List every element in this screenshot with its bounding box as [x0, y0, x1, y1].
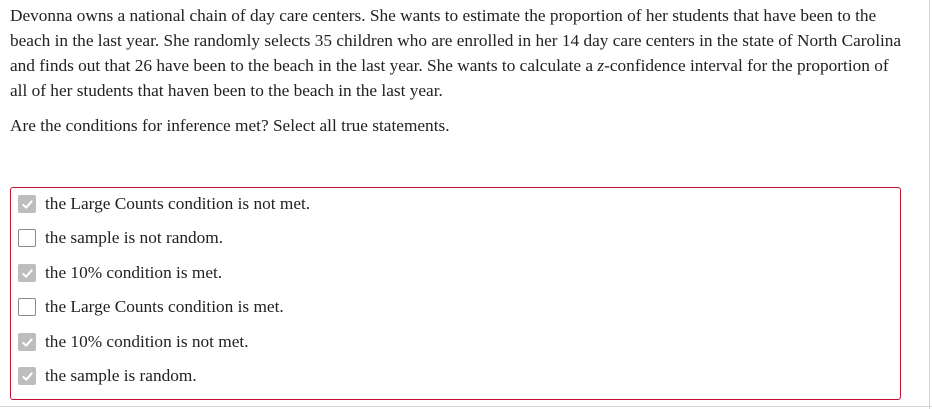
option-sample-not-random[interactable] — [18, 227, 223, 249]
question-part-2: -confidence interval for the proportion of all of her students that haven been to the beach in the last year. — [10, 56, 889, 100]
option-large-counts-not-met[interactable] — [18, 193, 310, 215]
checkmark-icon — [21, 267, 34, 280]
option-checkbox[interactable] — [18, 264, 36, 282]
option-checkbox[interactable] — [18, 195, 36, 213]
option-label: the 10% condition is not met. — [45, 332, 249, 351]
checkmark-icon — [21, 336, 34, 349]
checkmark-icon — [21, 370, 34, 383]
option-checkbox[interactable] — [18, 333, 36, 351]
option-label: the 10% condition is met. — [45, 263, 223, 282]
scroll-edge-divider — [929, 0, 930, 409]
question-part-1: Devonna owns a national chain of day care centers. She wants to estimate the proportion of her students that have been to the beach in the last year. She randomly selects 35 children who are enrolled in her 14 day care centers in the state of North Carolina and finds out that 26 have been to the beach in the last year. She wants to calculate a — [10, 6, 902, 75]
option-ten-percent-not-met[interactable] — [18, 331, 249, 353]
option-label: the Large Counts condition is not met. — [45, 194, 311, 213]
instruction-prompt: Are the conditions for inference met? Select all true statements. — [10, 116, 450, 135]
option-checkbox[interactable] — [18, 367, 36, 385]
option-ten-percent-met[interactable] — [18, 262, 222, 284]
question-text — [10, 3, 910, 103]
option-checkbox[interactable] — [18, 229, 36, 247]
checkmark-icon — [21, 198, 34, 211]
option-label: the sample is random. — [45, 366, 197, 385]
option-large-counts-met[interactable] — [18, 296, 284, 318]
z-variable: z — [597, 56, 605, 75]
answer-options-group — [10, 187, 901, 400]
option-sample-random[interactable] — [18, 365, 197, 387]
option-label: the sample is not random. — [45, 228, 224, 247]
bottom-divider — [0, 406, 932, 407]
option-label: the Large Counts condition is met. — [45, 297, 284, 316]
option-checkbox[interactable] — [18, 298, 36, 316]
